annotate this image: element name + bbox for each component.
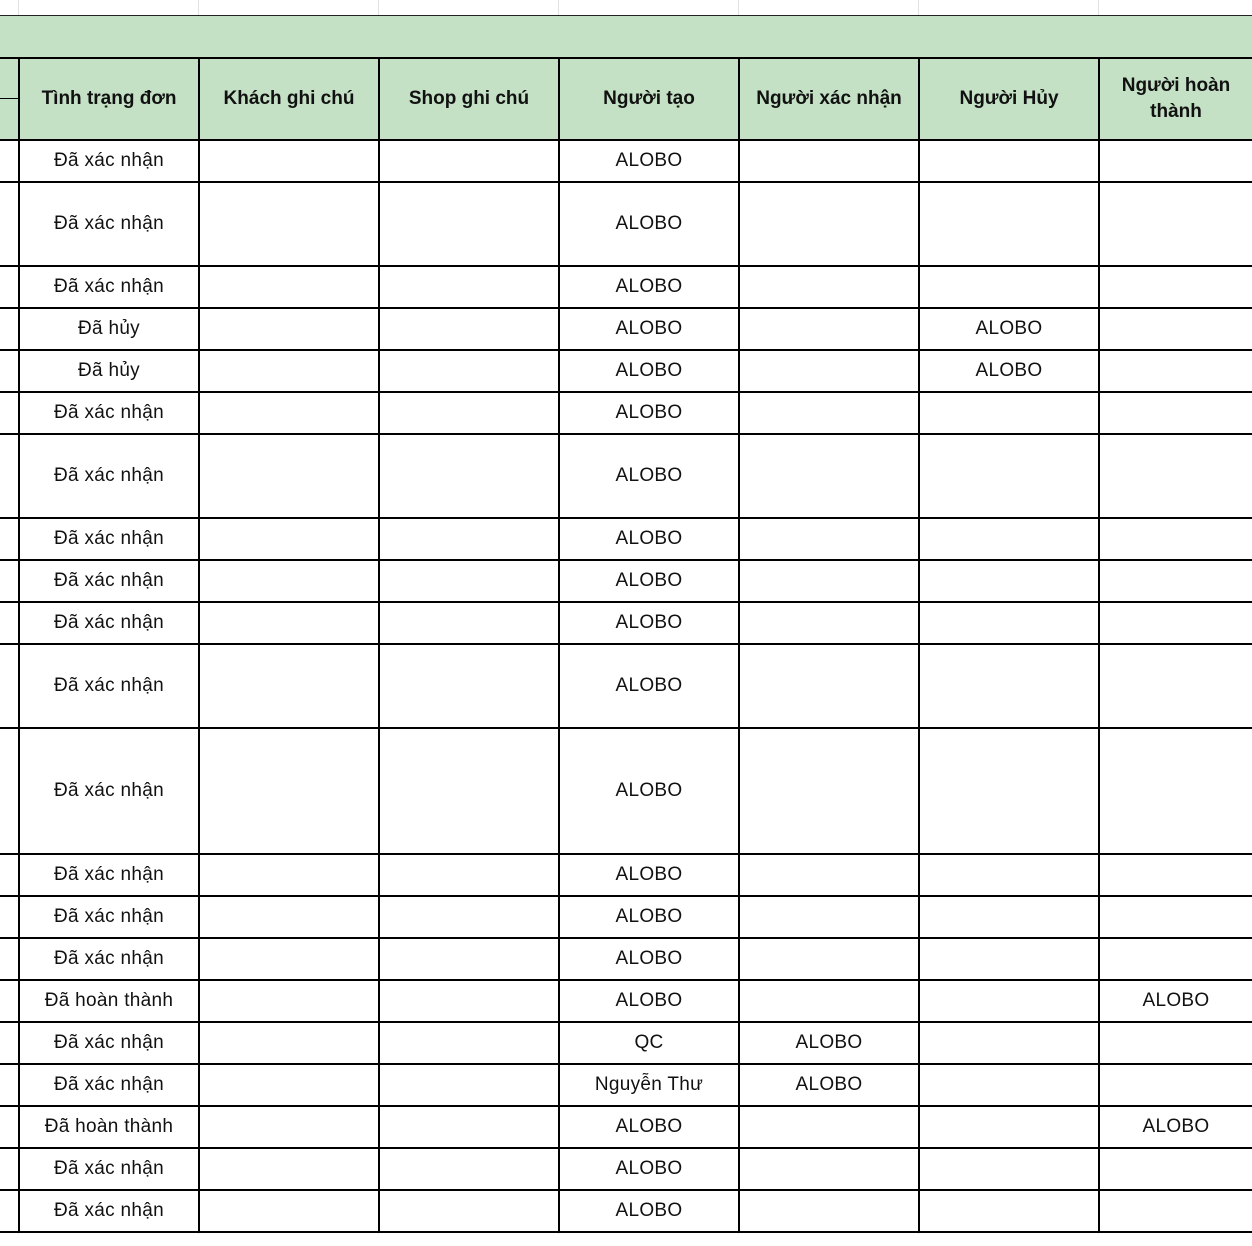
table-row bbox=[0, 435, 1252, 519]
cell-canceller[interactable] bbox=[918, 561, 1098, 601]
cell-creator[interactable]: ALOBO bbox=[558, 393, 738, 433]
cell-status[interactable]: Đã hoàn thành bbox=[18, 1107, 198, 1147]
cell-confirmer[interactable] bbox=[738, 351, 918, 391]
table-row bbox=[0, 897, 1252, 939]
cell-creator[interactable]: ALOBO bbox=[558, 351, 738, 391]
column-header-canceller[interactable]: Người Hủy bbox=[918, 59, 1098, 139]
cell-canceller[interactable] bbox=[918, 1107, 1098, 1147]
cell-confirmer[interactable] bbox=[738, 1149, 918, 1189]
cell-status[interactable]: Đã xác nhận bbox=[18, 141, 198, 181]
cell-shop-note[interactable] bbox=[378, 1107, 558, 1147]
table-row bbox=[0, 519, 1252, 561]
cell-shop-note[interactable] bbox=[378, 1065, 558, 1105]
table-row bbox=[0, 141, 1252, 183]
cell-shop-note[interactable] bbox=[378, 1191, 558, 1231]
cell-shop-note[interactable] bbox=[378, 141, 558, 181]
cell-customer-note[interactable] bbox=[198, 435, 378, 517]
offscreen-column-edge bbox=[0, 98, 18, 99]
cell-shop-note[interactable] bbox=[378, 393, 558, 433]
cell-status[interactable]: Đã xác nhận bbox=[18, 435, 198, 517]
cell-customer-note[interactable] bbox=[198, 1065, 378, 1105]
table-row bbox=[0, 855, 1252, 897]
cell-customer-note[interactable] bbox=[198, 645, 378, 727]
cell-creator[interactable]: ALOBO bbox=[558, 1149, 738, 1189]
cell-customer-note[interactable] bbox=[198, 981, 378, 1021]
cell-confirmer[interactable] bbox=[738, 1191, 918, 1231]
cell-creator[interactable]: ALOBO bbox=[558, 141, 738, 181]
cell-shop-note[interactable] bbox=[378, 1149, 558, 1189]
cell-customer-note[interactable] bbox=[198, 897, 378, 937]
cell-creator[interactable]: ALOBO bbox=[558, 1191, 738, 1231]
cell-confirmer[interactable] bbox=[738, 435, 918, 517]
cell-status[interactable]: Đã xác nhận bbox=[18, 729, 198, 853]
table-row bbox=[0, 1023, 1252, 1065]
cell-creator[interactable]: ALOBO bbox=[558, 519, 738, 559]
cell-completer[interactable] bbox=[1098, 393, 1252, 433]
cell-status[interactable]: Đã hoàn thành bbox=[18, 981, 198, 1021]
cell-creator[interactable]: ALOBO bbox=[558, 267, 738, 307]
header-row bbox=[0, 57, 1252, 141]
cell-confirmer[interactable] bbox=[738, 981, 918, 1021]
column-header-shop-note[interactable]: Shop ghi chú bbox=[378, 59, 558, 139]
cell-shop-note[interactable] bbox=[378, 183, 558, 265]
merged-title-band[interactable] bbox=[0, 15, 1252, 57]
cell-customer-note[interactable] bbox=[198, 351, 378, 391]
cell-creator[interactable]: ALOBO bbox=[558, 561, 738, 601]
cell-status[interactable]: Đã xác nhận bbox=[18, 1191, 198, 1231]
cell-completer[interactable] bbox=[1098, 855, 1252, 895]
cell-customer-note[interactable] bbox=[198, 855, 378, 895]
table-row bbox=[0, 1191, 1252, 1233]
table-row bbox=[0, 729, 1252, 855]
cell-creator[interactable]: ALOBO bbox=[558, 855, 738, 895]
cell-customer-note[interactable] bbox=[198, 939, 378, 979]
column-header-confirmer[interactable]: Người xác nhận bbox=[738, 59, 918, 139]
cell-confirmer[interactable] bbox=[738, 897, 918, 937]
table-row bbox=[0, 1149, 1252, 1191]
cell-customer-note[interactable] bbox=[198, 729, 378, 853]
table-row bbox=[0, 1065, 1252, 1107]
cell-canceller[interactable] bbox=[918, 981, 1098, 1021]
cell-confirmer[interactable] bbox=[738, 1107, 918, 1147]
cell-confirmer[interactable] bbox=[738, 141, 918, 181]
cell-creator[interactable]: ALOBO bbox=[558, 309, 738, 349]
cell-customer-note[interactable] bbox=[198, 603, 378, 643]
cell-status[interactable]: Đã xác nhận bbox=[18, 1149, 198, 1189]
cell-canceller[interactable] bbox=[918, 939, 1098, 979]
cell-completer[interactable] bbox=[1098, 351, 1252, 391]
cell-customer-note[interactable] bbox=[198, 183, 378, 265]
cell-confirmer[interactable] bbox=[738, 393, 918, 433]
table-row bbox=[0, 267, 1252, 309]
cell-status[interactable]: Đã xác nhận bbox=[18, 393, 198, 433]
cell-shop-note[interactable] bbox=[378, 855, 558, 895]
column-header-completer[interactable]: Người hoàn thành bbox=[1098, 59, 1252, 139]
cell-creator[interactable]: Nguyễn Thư bbox=[558, 1065, 738, 1105]
cell-confirmer[interactable] bbox=[738, 519, 918, 559]
cell-creator[interactable]: ALOBO bbox=[558, 603, 738, 643]
cell-completer[interactable] bbox=[1098, 141, 1252, 181]
cell-completer[interactable] bbox=[1098, 309, 1252, 349]
cell-shop-note[interactable] bbox=[378, 519, 558, 559]
cell-customer-note[interactable] bbox=[198, 141, 378, 181]
table-row bbox=[0, 393, 1252, 435]
cell-canceller[interactable] bbox=[918, 1065, 1098, 1105]
cell-status[interactable]: Đã hủy bbox=[18, 309, 198, 349]
cell-shop-note[interactable] bbox=[378, 561, 558, 601]
cell-customer-note[interactable] bbox=[198, 1191, 378, 1231]
sheet-bottom-gridarea bbox=[0, 1234, 1252, 1246]
cell-creator[interactable]: ALOBO bbox=[558, 981, 738, 1021]
cell-status[interactable]: Đã xác nhận bbox=[18, 1023, 198, 1063]
cell-status[interactable]: Đã xác nhận bbox=[18, 1065, 198, 1105]
cell-confirmer[interactable] bbox=[738, 855, 918, 895]
cell-canceller[interactable]: ALOBO bbox=[918, 309, 1098, 349]
cell-customer-note[interactable] bbox=[198, 561, 378, 601]
cell-status[interactable]: Đã xác nhận bbox=[18, 603, 198, 643]
cell-shop-note[interactable] bbox=[378, 309, 558, 349]
column-header-customer-note[interactable]: Khách ghi chú bbox=[198, 59, 378, 139]
cell-canceller[interactable] bbox=[918, 603, 1098, 643]
cell-creator[interactable]: ALOBO bbox=[558, 897, 738, 937]
cell-canceller[interactable] bbox=[918, 1191, 1098, 1231]
table-row bbox=[0, 351, 1252, 393]
cell-completer[interactable] bbox=[1098, 1065, 1252, 1105]
cell-completer[interactable] bbox=[1098, 1191, 1252, 1231]
cell-canceller[interactable] bbox=[918, 729, 1098, 853]
cell-status[interactable]: Đã xác nhận bbox=[18, 519, 198, 559]
cell-creator[interactable]: ALOBO bbox=[558, 435, 738, 517]
cell-shop-note[interactable] bbox=[378, 267, 558, 307]
cell-customer-note[interactable] bbox=[198, 1149, 378, 1189]
table-row bbox=[0, 645, 1252, 729]
cell-status[interactable]: Đã xác nhận bbox=[18, 267, 198, 307]
cell-completer[interactable] bbox=[1098, 603, 1252, 643]
cell-completer[interactable] bbox=[1098, 183, 1252, 265]
cell-completer[interactable] bbox=[1098, 1149, 1252, 1189]
cell-canceller[interactable] bbox=[918, 393, 1098, 433]
cell-completer[interactable]: ALOBO bbox=[1098, 981, 1252, 1021]
cell-completer[interactable] bbox=[1098, 897, 1252, 937]
cell-canceller[interactable]: ALOBO bbox=[918, 351, 1098, 391]
cell-creator[interactable]: ALOBO bbox=[558, 729, 738, 853]
cell-customer-note[interactable] bbox=[198, 267, 378, 307]
cell-confirmer[interactable] bbox=[738, 183, 918, 265]
cell-confirmer[interactable]: ALOBO bbox=[738, 1065, 918, 1105]
cell-confirmer[interactable] bbox=[738, 561, 918, 601]
cell-creator[interactable]: ALOBO bbox=[558, 1107, 738, 1147]
table-row bbox=[0, 939, 1252, 981]
cell-shop-note[interactable] bbox=[378, 1023, 558, 1063]
table-row bbox=[0, 981, 1252, 1023]
cell-customer-note[interactable] bbox=[198, 1107, 378, 1147]
cell-canceller[interactable] bbox=[918, 183, 1098, 265]
cell-creator[interactable]: ALOBO bbox=[558, 645, 738, 727]
cell-customer-note[interactable] bbox=[198, 1023, 378, 1063]
cell-completer[interactable] bbox=[1098, 645, 1252, 727]
cell-shop-note[interactable] bbox=[378, 981, 558, 1021]
cell-customer-note[interactable] bbox=[198, 393, 378, 433]
cell-creator[interactable]: ALOBO bbox=[558, 183, 738, 265]
cell-creator[interactable]: ALOBO bbox=[558, 939, 738, 979]
cell-canceller[interactable] bbox=[918, 897, 1098, 937]
cell-canceller[interactable] bbox=[918, 1149, 1098, 1189]
cell-confirmer[interactable] bbox=[738, 939, 918, 979]
cell-completer[interactable] bbox=[1098, 1023, 1252, 1063]
cell-canceller[interactable] bbox=[918, 435, 1098, 517]
cell-canceller[interactable] bbox=[918, 855, 1098, 895]
cell-completer[interactable] bbox=[1098, 519, 1252, 559]
cell-status[interactable]: Đã hủy bbox=[18, 351, 198, 391]
table-row bbox=[0, 603, 1252, 645]
cell-status[interactable]: Đã xác nhận bbox=[18, 183, 198, 265]
cell-status[interactable]: Đã xác nhận bbox=[18, 561, 198, 601]
column-header-status[interactable]: Tình trạng đơn bbox=[18, 59, 198, 139]
cell-canceller[interactable] bbox=[918, 141, 1098, 181]
cell-confirmer[interactable]: ALOBO bbox=[738, 1023, 918, 1063]
cell-shop-note[interactable] bbox=[378, 603, 558, 643]
cell-completer[interactable] bbox=[1098, 729, 1252, 853]
cell-status[interactable]: Đã xác nhận bbox=[18, 855, 198, 895]
cell-completer[interactable] bbox=[1098, 561, 1252, 601]
cell-shop-note[interactable] bbox=[378, 729, 558, 853]
cell-shop-note[interactable] bbox=[378, 435, 558, 517]
cell-canceller[interactable] bbox=[918, 645, 1098, 727]
table-row bbox=[0, 561, 1252, 603]
table-row bbox=[0, 309, 1252, 351]
cell-completer[interactable] bbox=[1098, 939, 1252, 979]
cell-confirmer[interactable] bbox=[738, 309, 918, 349]
cell-completer[interactable]: ALOBO bbox=[1098, 1107, 1252, 1147]
cell-status[interactable]: Đã xác nhận bbox=[18, 897, 198, 937]
cell-shop-note[interactable] bbox=[378, 351, 558, 391]
cell-status[interactable]: Đã xác nhận bbox=[18, 645, 198, 727]
cell-completer[interactable] bbox=[1098, 267, 1252, 307]
cell-confirmer[interactable] bbox=[738, 603, 918, 643]
table-row bbox=[0, 1107, 1252, 1149]
cell-creator[interactable]: QC bbox=[558, 1023, 738, 1063]
cell-confirmer[interactable] bbox=[738, 729, 918, 853]
cell-shop-note[interactable] bbox=[378, 645, 558, 727]
cell-confirmer[interactable] bbox=[738, 267, 918, 307]
cell-confirmer[interactable] bbox=[738, 645, 918, 727]
cell-status[interactable]: Đã xác nhận bbox=[18, 939, 198, 979]
cell-shop-note[interactable] bbox=[378, 939, 558, 979]
cell-canceller[interactable] bbox=[918, 519, 1098, 559]
cell-completer[interactable] bbox=[1098, 435, 1252, 517]
cell-canceller[interactable] bbox=[918, 1023, 1098, 1063]
column-header-creator[interactable]: Người tạo bbox=[558, 59, 738, 139]
table-row bbox=[0, 183, 1252, 267]
cell-shop-note[interactable] bbox=[378, 897, 558, 937]
cell-canceller[interactable] bbox=[918, 267, 1098, 307]
cell-customer-note[interactable] bbox=[198, 519, 378, 559]
cell-customer-note[interactable] bbox=[198, 309, 378, 349]
